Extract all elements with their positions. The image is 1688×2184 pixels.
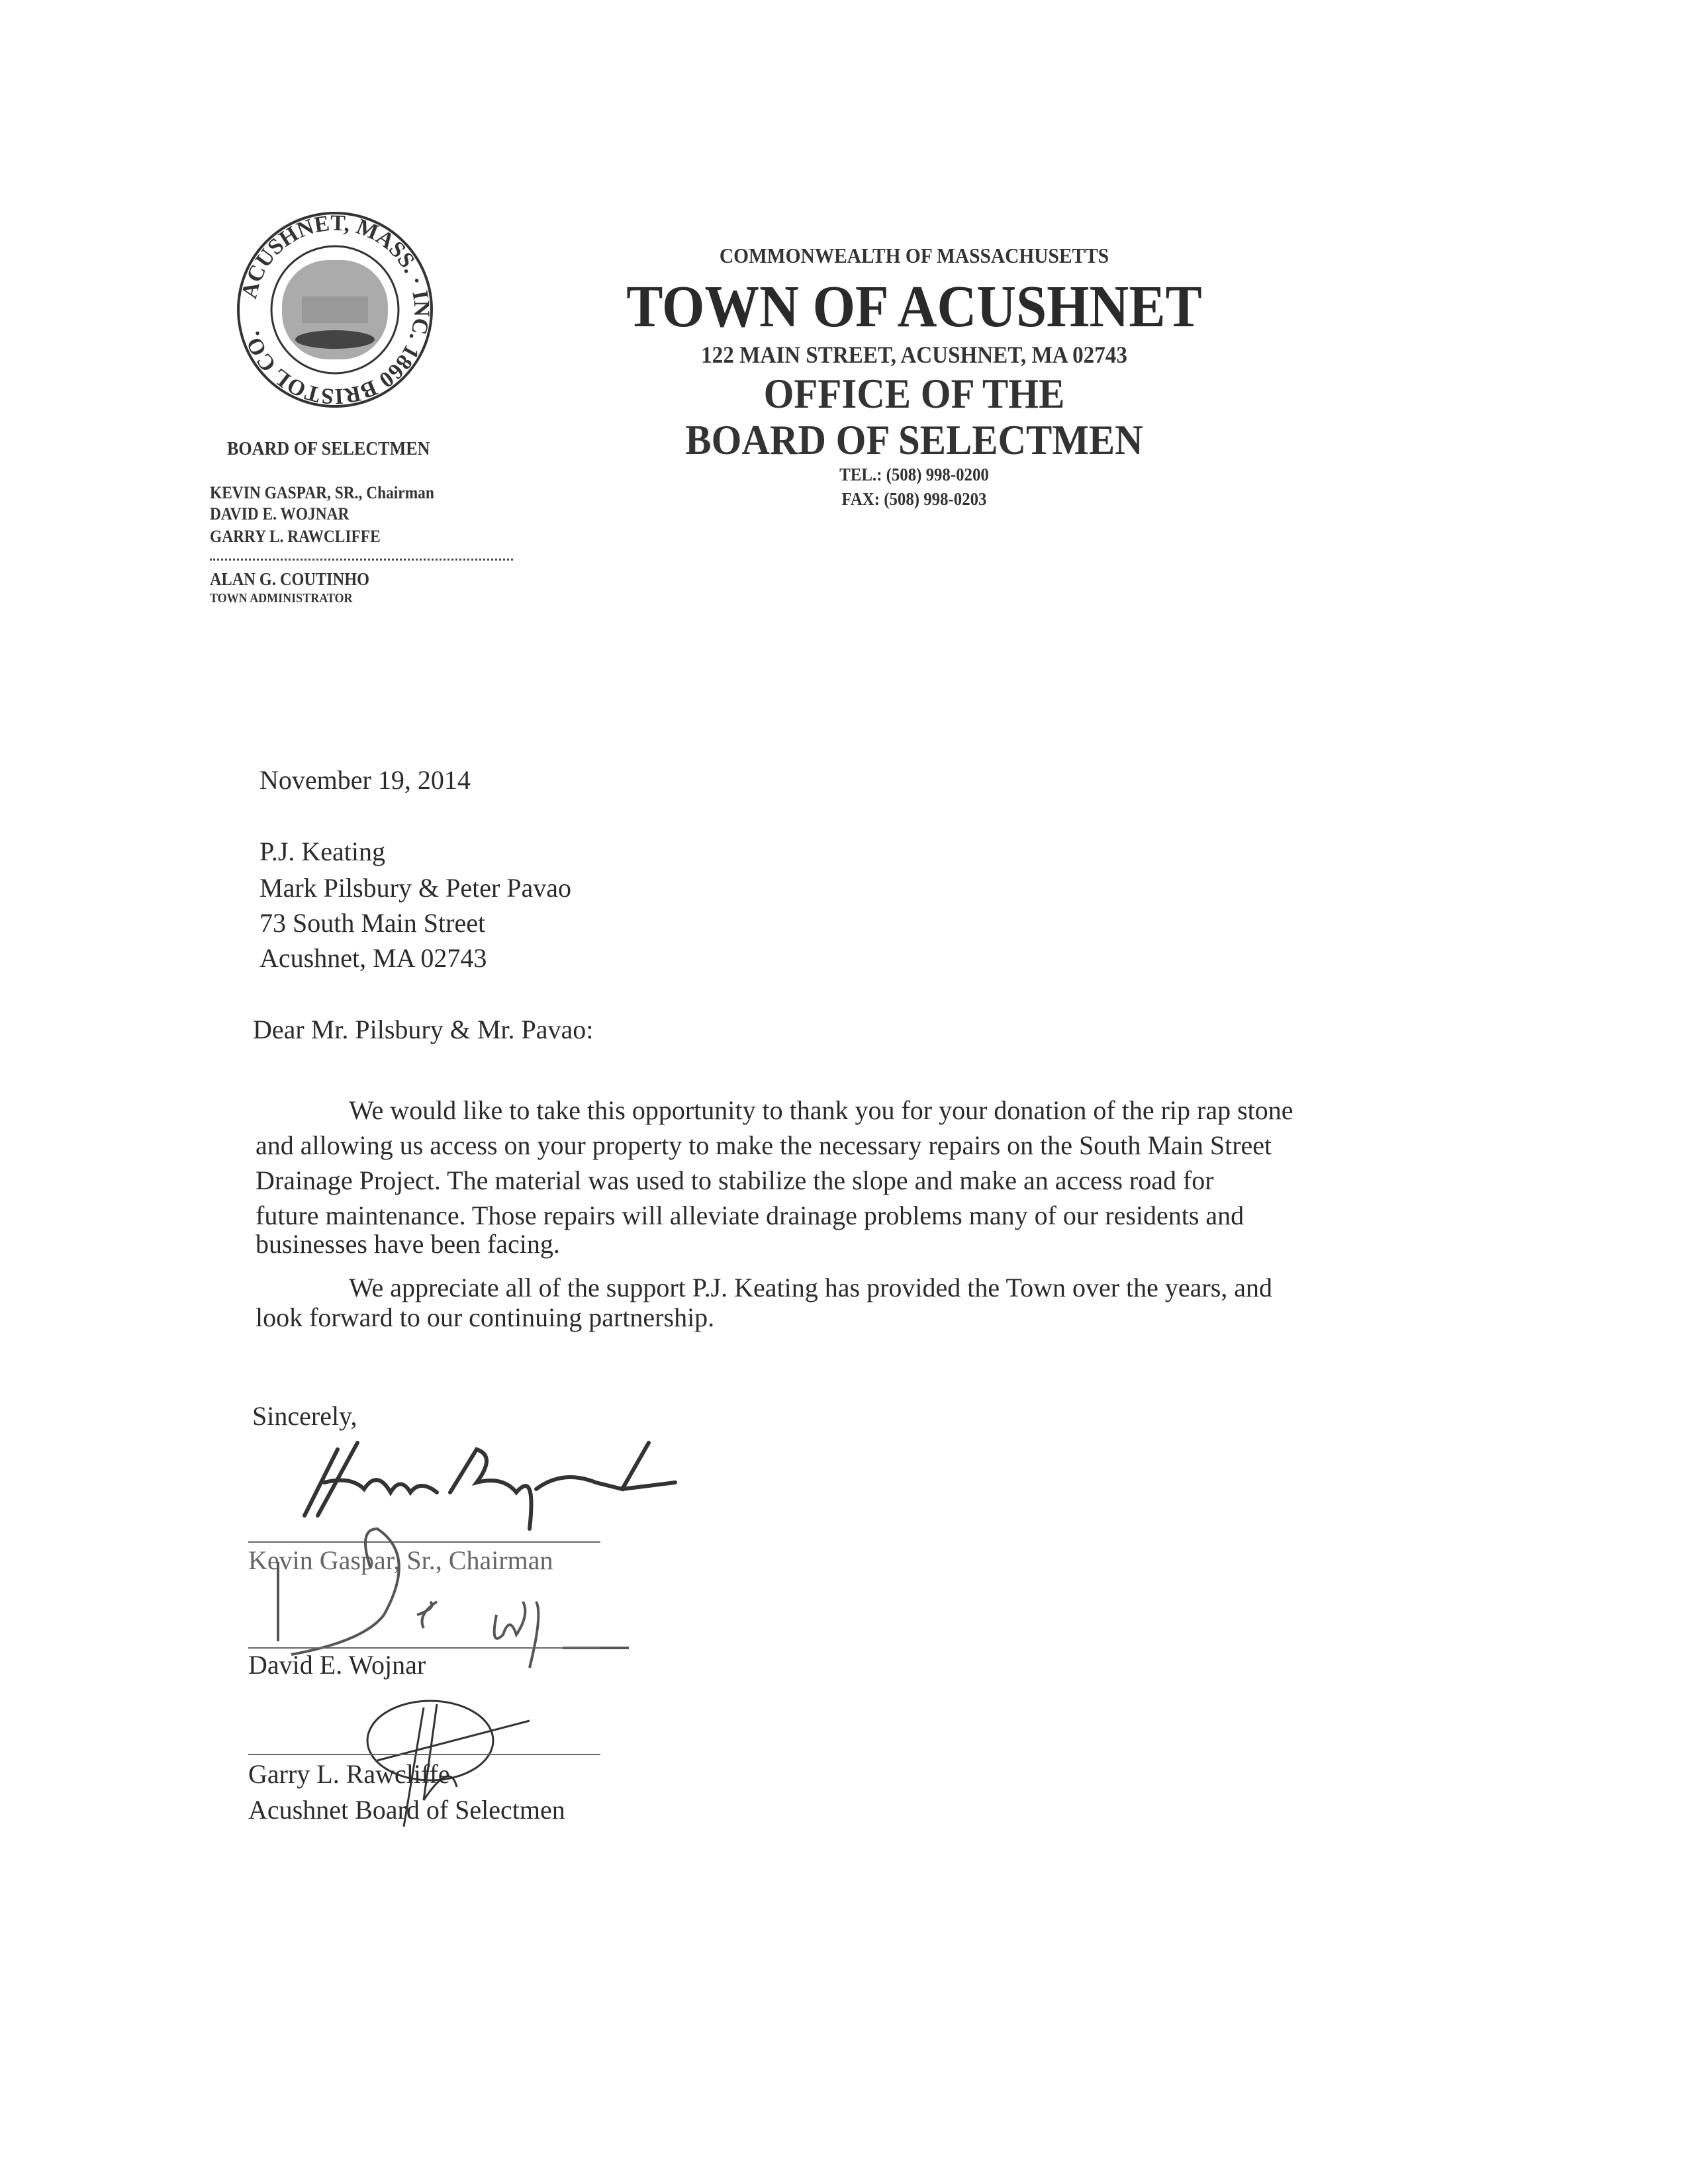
board-member: GARRY L. RAWCLIFFE (210, 527, 381, 546)
salutation: Dear Mr. Pilsbury & Mr. Pavao: (253, 1015, 594, 1044)
recipient-line: 73 South Main Street (259, 908, 486, 938)
signatory-name: Kevin Gaspar, Sr., Chairman (248, 1545, 553, 1575)
dashed-divider (210, 559, 513, 561)
administrator-title: TOWN ADMINISTRATOR (210, 591, 353, 606)
svg-text:ACUSHNET, MASS. · INC. 1860 BR: ACUSHNET, MASS. · INC. 1860 BRISTOL CO. (237, 210, 434, 409)
board-heading: BOARD OF SELECTMEN (227, 438, 430, 459)
town-address: 122 MAIN STREET, ACUSHNET, MA 02743 (701, 341, 1127, 368)
office-title-line2: BOARD OF SELECTMEN (685, 416, 1143, 463)
fax: FAX: (508) 998-0203 (841, 489, 987, 509)
telephone: TEL.: (508) 998-0200 (839, 465, 989, 484)
body-line: look forward to our continuing partnership. (256, 1302, 715, 1332)
body-line: future maintenance. Those repairs will alleviate drainage problems many of our residents and (256, 1201, 1244, 1230)
board-member: DAVID E. WOJNAR (210, 504, 350, 523)
town-title: TOWN OF ACUSHNET (626, 274, 1202, 340)
body-line: We appreciate all of the support P.J. Keating has provided the Town over the years, and (349, 1273, 1273, 1302)
letter-date: November 19, 2014 (259, 765, 471, 795)
recipient-line: P.J. Keating (259, 837, 385, 866)
commonwealth-heading: COMMONWEALTH OF MASSACHUSETTS (719, 244, 1109, 267)
administrator-name: ALAN G. COUTINHO (210, 569, 370, 589)
body-line: businesses have been facing. (256, 1229, 560, 1259)
signature-line (248, 1647, 600, 1649)
body-line: Drainage Project. The material was used to stabilize the slope and make an access road for (256, 1165, 1214, 1195)
office-title-line1: OFFICE OF THE (763, 370, 1065, 417)
signatory-name: David E. Wojnar (248, 1650, 426, 1680)
recipient-line: Mark Pilsbury & Peter Pavao (259, 873, 572, 903)
board-member: KEVIN GASPAR, SR., Chairman (210, 483, 434, 502)
signature-david-wojnar (265, 1502, 794, 1674)
body-line: We would like to take this opportunity to thank you for your donation of the rip rap stone (349, 1095, 1293, 1125)
closing: Sincerely, (252, 1401, 357, 1431)
signature-line (248, 1754, 600, 1755)
recipient-line: Acushnet, MA 02743 (259, 943, 487, 973)
signature-block-footer: Acushnet Board of Selectmen (248, 1795, 565, 1825)
body-line: and allowing us access on your property to make the necessary repairs on the South Main Street (256, 1130, 1272, 1160)
signatory-name: Garry L. Rawcliffe (248, 1759, 450, 1789)
